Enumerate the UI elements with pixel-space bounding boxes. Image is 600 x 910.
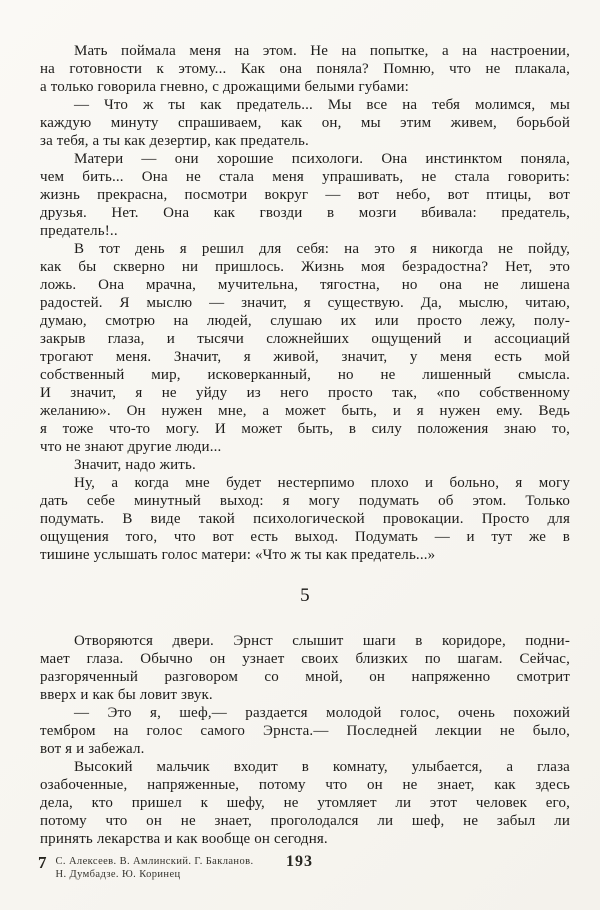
- paragraph: [40, 150, 570, 240]
- text-line: желанию». Он нужен мне, а может быть, и я нужен ему. Ведь: [40, 403, 570, 419]
- text-line: потому что он не знает, проголодался ли шеф, не забыл ли: [40, 813, 570, 829]
- paragraph: [40, 240, 570, 456]
- text-line: разгоряченный разговором со мной, он напряженно смотрит: [40, 669, 570, 685]
- text-line: Отворяются двери. Эрнст слышит шаги в коридоре, подни-: [74, 633, 570, 649]
- text-line: каждую минуту спрашиваем, как он, мы этим живем, борьбой: [40, 115, 570, 131]
- text-line: закрыв глаза, и тысячи сложнейших ощущений и ассоциаций: [40, 331, 570, 347]
- text-line: радостей. Я мыслю — значит, я существую. Да, мыслю, читаю,: [40, 295, 570, 311]
- page-footer: [38, 855, 570, 881]
- text-line: Матери — они хорошие психологи. Она инстинктом поняла,: [74, 151, 570, 167]
- text-line: — Что ж ты как предатель... Мы все на тебя молимся, мы: [74, 97, 570, 113]
- signature-authors-line1: С. Алексеев. В. Амлинский. Г. Бакланов.: [55, 856, 254, 867]
- text-line: тишине услышать голос матери: «Что ж ты как предатель...»: [40, 547, 436, 563]
- text-line: как бы скверно ни пришлось. Жизнь моя безрадостна? Нет, это: [40, 259, 570, 275]
- text-line: трогают меня. Значит, я живой, значит, у меня есть мой: [40, 349, 570, 365]
- text-line: — Это я, шеф,— раздается молодой голос, очень похожий: [74, 705, 570, 721]
- text-line: принять лекарства и как вообще он сегодня.: [40, 831, 328, 847]
- text-line: на готовности к этому... Как она поняла? Помню, что не плакала,: [40, 61, 570, 77]
- paragraph: [40, 456, 570, 474]
- text-line: И значит, я не уйду из него просто так, «по собственному: [40, 385, 570, 401]
- paragraph: [40, 474, 570, 564]
- signature-number: 7: [38, 853, 47, 872]
- text-line: тембром на голос самого Эрнста.— Последней лекции не было,: [40, 723, 570, 739]
- text-line: а только говорила гневно, с дрожащими белыми губами:: [40, 79, 409, 95]
- text-line: Значит, надо жить.: [74, 457, 196, 473]
- paragraph: [40, 704, 570, 758]
- text-line: ощущения того, что вот есть выход. Подумать — и тут же в: [40, 529, 570, 545]
- text-line: вот я и забежал.: [40, 741, 145, 757]
- text-line: В тот день я решил для себя: на это я никогда не пойду,: [74, 241, 570, 257]
- text-line: озабоченные, напряженные, потому что он не знает, как здесь: [40, 777, 570, 793]
- text-line: за тебя, а ты как дезертир, как предатель.: [40, 133, 309, 149]
- text-line: Ну, а когда мне будет нестерпимо плохо и больно, я могу: [74, 475, 570, 491]
- paragraph: [40, 758, 570, 848]
- text-line: друзья. Нет. Она как гвозди в мозги вбивала: предатель,: [40, 205, 570, 221]
- text-line: собственный мир, исковерканный, но не лишенный смысла.: [40, 367, 570, 383]
- text-line: ложь. Она мрачна, мучительна, тягостна, но она не лишена: [40, 277, 570, 293]
- section-text-after-heading: [40, 632, 570, 848]
- text-line: дать себе минутный выход: я могу подумать об этом. Только: [40, 493, 570, 509]
- page-number: 193: [286, 853, 313, 870]
- text-line: чем бить... Она не стала меня упрашивать, не стала говорить:: [40, 169, 570, 185]
- text-line: дела, кто пришел к шефу, не утомляет ли этот человек его,: [40, 795, 570, 811]
- signature-authors-line2: Н. Думбадзе. Ю. Коринец: [55, 869, 181, 880]
- paragraph: [40, 632, 570, 704]
- text-line: я тоже что-то могу. И может быть, в силу положения знаю то,: [40, 421, 570, 437]
- text-line: жизнь прекрасна, посмотри вокруг — вот небо, вот птицы, вот: [40, 187, 570, 203]
- signature-authors: [56, 855, 254, 881]
- text-line: Высокий мальчик входит в комнату, улыбается, а глаза: [74, 759, 570, 775]
- text-block: [40, 42, 570, 848]
- text-line: что не знают другие люди...: [40, 439, 222, 455]
- paragraph: [40, 42, 570, 96]
- text-line: думаю, смотрю на людей, слушаю их или просто лежу, полу-: [40, 313, 570, 329]
- text-line: мает глаза. Обычно он узнает своих близких по шагам. Сейчас,: [40, 651, 570, 667]
- section-number: 5: [300, 585, 310, 606]
- section-text-before-heading: [40, 42, 570, 564]
- paragraph: [40, 96, 570, 150]
- text-line: Мать поймала меня на этом. Не на попытке, а на настроении,: [74, 43, 570, 59]
- text-line: подумать. В виде такой психологической провокации. Просто для: [40, 511, 570, 527]
- text-line: предатель!..: [40, 223, 118, 239]
- text-line: вверх и как бы ловит звук.: [40, 687, 213, 703]
